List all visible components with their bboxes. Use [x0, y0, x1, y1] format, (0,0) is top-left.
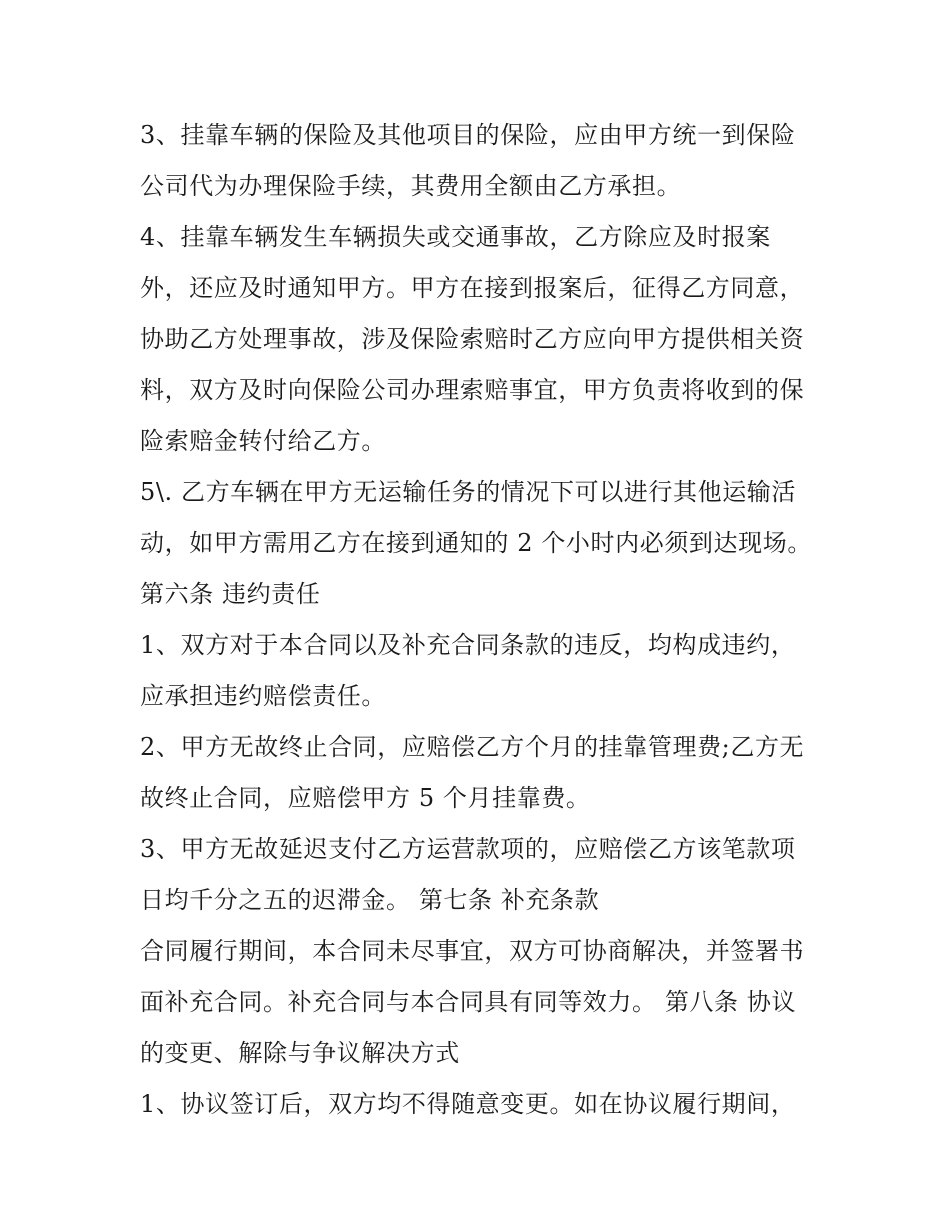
text-line: 3、甲方无故延迟支付乙方运营款项的，应赔偿乙方该笔款项 — [140, 835, 796, 863]
text-line: 3、挂靠车辆的保险及其他项目的保险，应由甲方统一到保险 — [140, 121, 796, 149]
text-line: 料，双方及时向保险公司办理索赔事宜，甲方负责将收到的保 — [140, 376, 805, 404]
text-line: 的变更、解除与争议解决方式 — [140, 1039, 460, 1067]
text-line: 外，还应及时通知甲方。甲方在接到报案后，征得乙方同意， — [140, 274, 805, 302]
text-line: 4、挂靠车辆发生车辆损失或交通事故，乙方除应及时报案 — [140, 223, 771, 251]
text-line: 日均千分之五的迟滞金。 第七条 补充条款 — [140, 886, 600, 914]
text-line: 1、双方对于本合同以及补充合同条款的违反，均构成违约， — [140, 631, 796, 659]
text-line: 2、甲方无故终止合同，应赔偿乙方个月的挂靠管理费;乙方无 — [140, 733, 805, 761]
text-line: 故终止合同，应赔偿甲方 5 个月挂靠费。 — [140, 784, 591, 812]
text-line: 协助乙方处理事故，涉及保险索赔时乙方应向甲方提供相关资 — [140, 325, 805, 353]
text-line: 面补充合同。补充合同与本合同具有同等效力。 第八条 协议 — [140, 988, 797, 1016]
text-line: 公司代为办理保险手续，其费用全额由乙方承担。 — [140, 172, 682, 200]
section-heading: 第六条 违约责任 — [140, 580, 321, 608]
text-line: 5\. 乙方车辆在甲方无运输任务的情况下可以进行其他运输活 — [140, 478, 797, 506]
text-line: 动，如甲方需用乙方在接到通知的 2 个小时内必须到达现场。 — [140, 529, 812, 557]
document-body — [140, 110, 820, 1130]
text-line: 合同履行期间，本合同未尽事宜，双方可协商解决，并签署书 — [140, 937, 805, 965]
text-line: 1、协议签订后，双方均不得随意变更。如在协议履行期间， — [140, 1090, 796, 1118]
text-line: 险索赔金转付给乙方。 — [140, 427, 386, 455]
text-line: 应承担违约赔偿责任。 — [140, 682, 386, 710]
